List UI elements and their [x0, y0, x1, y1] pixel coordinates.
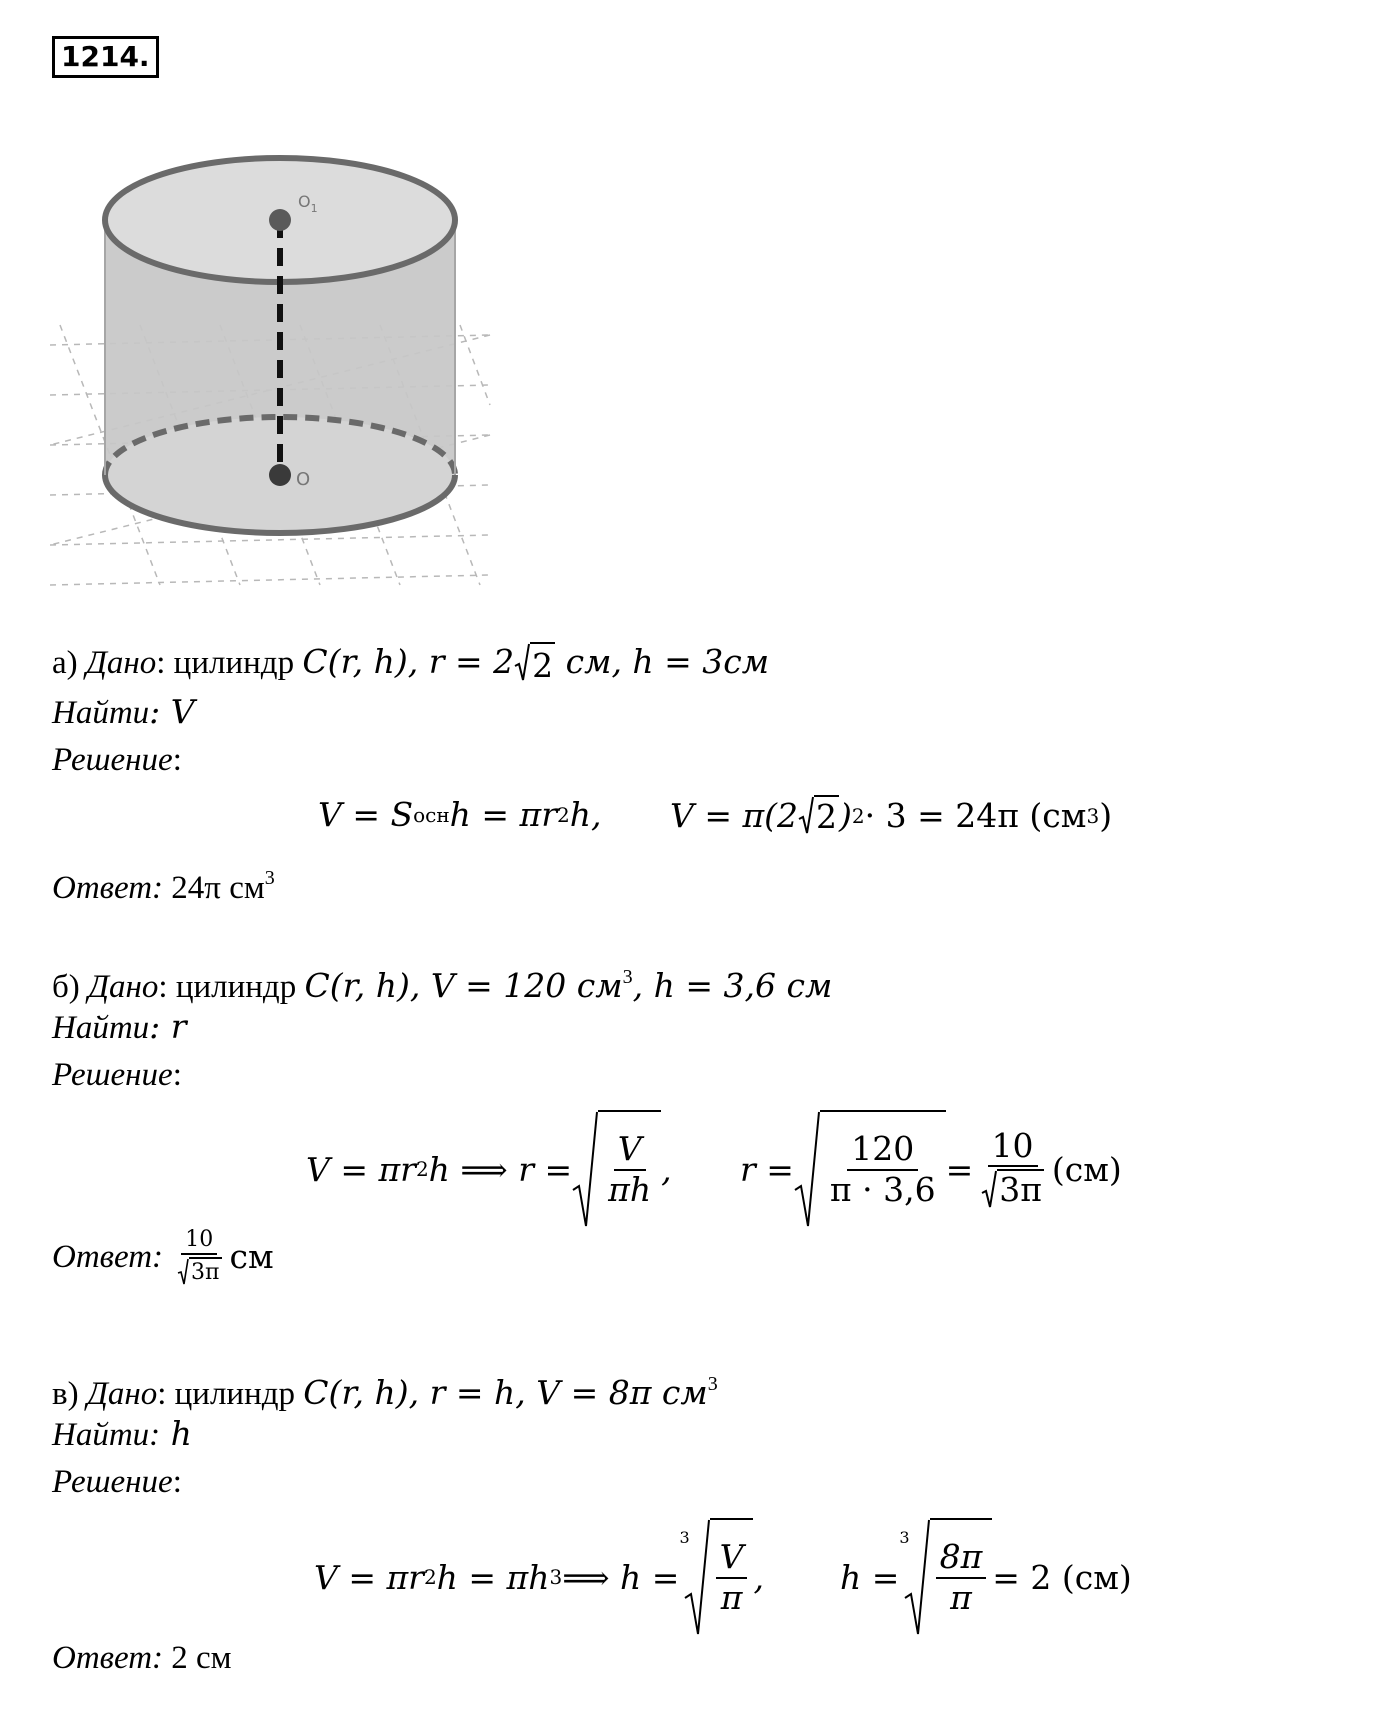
part-c-find: Найти: h: [52, 1414, 192, 1453]
cube-root-symbol: 3 $\frac{8\pi}{\pi}$: [899, 1518, 992, 1636]
cylinder-figure: [50, 145, 550, 635]
cube-root-symbol: 3 $\frac{V}{\pi}$: [679, 1518, 753, 1636]
part-a-given: а) Дано: цилиндр C(r, h), r = 2 2 см, h = 3см: [52, 640, 769, 688]
part-c-formula-1: V = πr 2 h = πh 3 ⟹ h = 3 $\frac{V}{\pi}$ ,: [314, 1518, 764, 1636]
part-a-formula-1: V = S осн h = πr 2 h,: [318, 795, 602, 834]
part-b-formula-2: r = $\frac{120}{\pi \cdot 3,6}$ = $\frac{10}{3\pi}$ (см): [740, 1110, 1122, 1228]
sqrt-symbol: 2: [798, 795, 839, 836]
part-c-given: в) Дано: цилиндр C(r, h), r = h, V = 8π $см^3$: [52, 1373, 718, 1412]
part-b-given: б) Дано: цилиндр C(r, h), V = 120 $см^3$, h = 3,6 см: [52, 966, 833, 1005]
sqrt-symbol: $\frac{V}{\pi h}$: [572, 1110, 661, 1228]
part-a-answer: Ответ: 24π $см^3$: [52, 867, 275, 906]
sqrt-symbol: 2: [514, 642, 555, 688]
sqrt-symbol: 3π: [177, 1257, 221, 1285]
top-center-label: $O_1$: [298, 192, 318, 215]
part-a-formula-2: V = π(2 2 ) 2 · 3 = 24π (см 3 ): [670, 796, 1113, 836]
part-c-formula-2: h = 3 $\frac{8\pi}{\pi}$ = 2 (см): [840, 1518, 1132, 1636]
part-c-solution: Решение:: [52, 1464, 182, 1500]
part-a-solution: Решение:: [52, 742, 182, 778]
sqrt-symbol: $\frac{120}{\pi \cdot 3,6}$: [794, 1110, 946, 1228]
part-b-find: Найти: r: [52, 1007, 187, 1046]
sqrt-symbol: 3π: [981, 1169, 1044, 1209]
part-a-find: Найти: V: [52, 692, 195, 731]
bottom-center-label: O: [296, 469, 311, 490]
part-b-solution: Решение:: [52, 1057, 182, 1093]
part-b-formula-1: V = πr 2 h ⟹ r = $\frac{V}{\pi h}$ ,: [306, 1110, 672, 1228]
problem-number: 1214.: [52, 36, 159, 78]
cylinder-diagram: [50, 145, 550, 635]
bottom-center-point: [269, 464, 291, 486]
part-b-answer: Ответ: $\frac{10}{3\pi}$ см: [52, 1227, 274, 1285]
top-center-point: [269, 209, 291, 231]
part-c-answer: Ответ: 2 см: [52, 1640, 232, 1676]
